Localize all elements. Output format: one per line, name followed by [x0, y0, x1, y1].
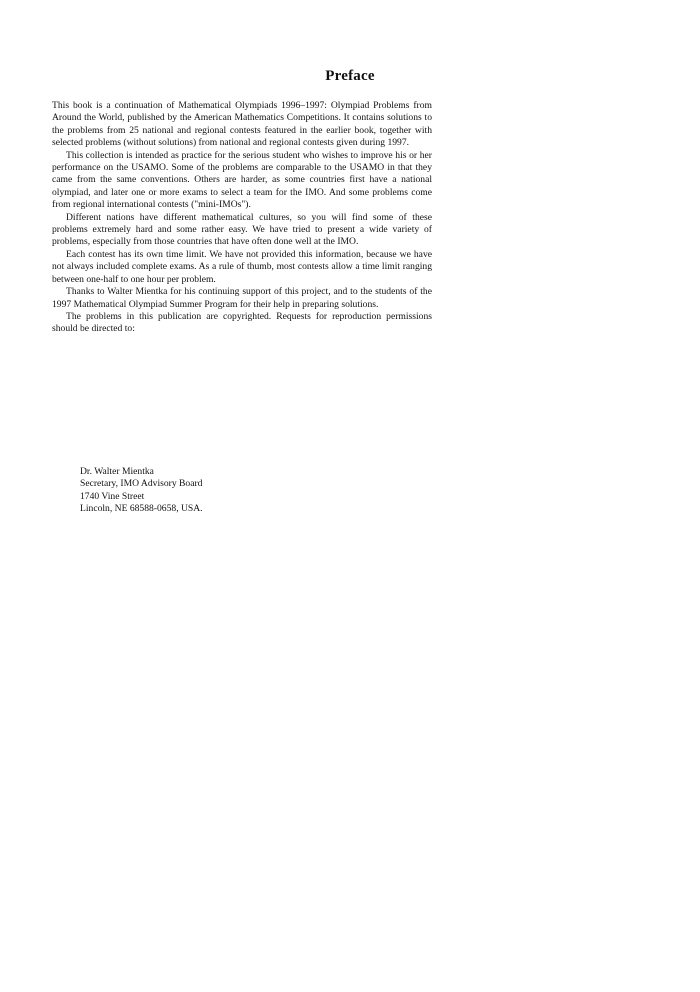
paragraph: Thanks to Walter Mientka for his continuing support of this project, and to the students of the 1997 Mathematical Olympiad Summer Program for their help in preparing solutions.	[52, 286, 432, 310]
paragraph: Different nations have different mathematical cultures, so you will find some of these problems extremely hard and some rather easy. We have tried to present a wide variety of problems, especially from those countries that have often done well at the IMO.	[52, 211, 432, 248]
address-line: 1740 Vine Street	[80, 490, 145, 502]
address-line: Dr. Walter Mientka	[80, 466, 154, 477]
paragraph: The problems in this publication are copyrighted. Requests for reproduction permissions should be directed to:	[52, 310, 432, 335]
paragraph: This book is a continuation of Mathematical Olympiads 1996–1997: Olympiad Problems from Around the World, published by the American Mathematics Competitions. It contains solutions to the problems from 25 national and regional contests featured in the earlier book, together with selected problems (without solutions) from national and regional contests given during 1997.	[52, 100, 432, 149]
page-title: Preface	[325, 68, 375, 84]
paragraph: Each contest has its own time limit. We have not provided this information, because we have not always included complete exams. As a rule of thumb, most contests allow a time limit ranging between one-half to one hour per problem.	[52, 248, 432, 285]
address-line: Secretary, IMO Advisory Board	[80, 478, 203, 490]
paragraph: This collection is intended as practice for the serious student who wishes to improve his or her performance on the USAMO. Some of the problems are comparable to the USAMO in that they came from the same conventions. Others are harder, as some countries first have a national olympiad, and later one or more exams to select a team for the IMO. And some problems come from regional international contests ("mini-IMOs").	[52, 149, 432, 211]
mailing-address	[80, 466, 203, 516]
address-line: Lincoln, NE 68588-0658, USA.	[80, 503, 203, 515]
preface-body	[52, 100, 432, 336]
